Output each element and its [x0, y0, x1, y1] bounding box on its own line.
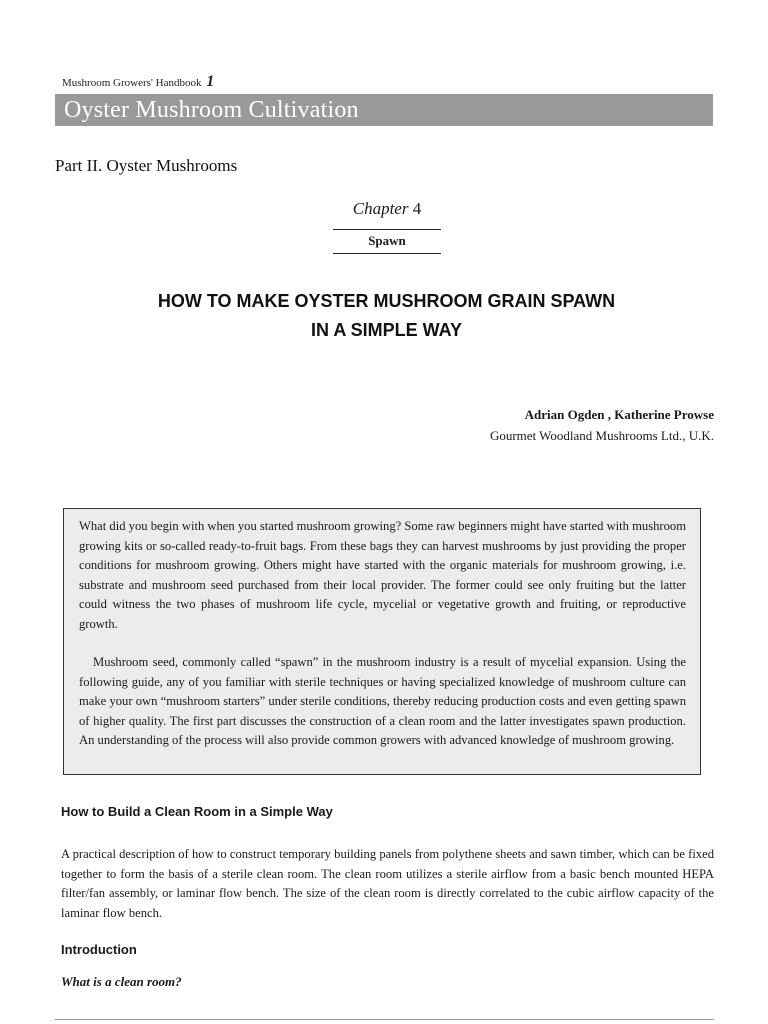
abstract-box — [63, 508, 701, 775]
article-title-line-2: IN A SIMPLE WAY — [310, 320, 463, 340]
article-title — [55, 287, 718, 345]
part-title: Part II. Oyster Mushrooms — [55, 156, 238, 175]
article-title-line-1: HOW TO MAKE OYSTER MUSHROOM GRAIN SPAWN — [157, 291, 616, 311]
authors: Adrian Ogden , Katherine Prowse — [524, 407, 714, 422]
introduction-heading: Introduction — [61, 942, 137, 957]
chapter-rule-bottom — [333, 253, 441, 254]
section-heading: How to Build a Clean Room in a Simple Way — [61, 804, 333, 819]
chapter-heading — [333, 199, 441, 219]
affiliation: Gourmet Woodland Mushrooms Ltd., U.K. — [489, 428, 714, 443]
handbook-number: 1 — [206, 73, 215, 90]
section-paragraph: A practical description of how to construct temporary building panels from polythene sheets and sawn timber, which can be fixed together to form the basis of a sterile clean room. The clean room utilizes a sterile airflow from a basic bench mounted HEPA filter/fan assembly, or laminar flow bench. The size of the clean room is directly correlated to the cubic airflow capacity of the laminar flow bench. — [61, 847, 714, 920]
bottom-divider — [55, 1019, 714, 1020]
chapter-number: 4 — [412, 199, 422, 218]
handbook-label — [62, 73, 214, 91]
chapter-topic: Spawn — [368, 233, 406, 248]
abstract-paragraph-2: Mushroom seed, commonly called “spawn” in the mushroom industry is a result of mycelial expansion. Using the following guide, any of you familiar with sterile techniques or having specialized knowledge of mushroom culture can make your own “mushroom starters” under sterile conditions, thereby reducing production costs and even getting spawn of higher quality. The first part discusses the construction of a clean room and the latter investigates spawn production. An understanding of the process will also provide common growers with advanced knowledge of mushroom growing. — [79, 655, 686, 747]
title-banner — [55, 94, 713, 126]
handbook-title: Mushroom Growers' Handbook — [62, 77, 202, 89]
abstract-paragraph-1: What did you begin with when you started mushroom growing? Some raw beginners might have started with mushroom growing kits or so-called ready-to-fruit bags. From these bags they can harvest mushrooms by just providing the proper conditions for mushroom growing. Others might have started with the organic materials for mushroom growing, i.e. substrate and mushroom seed purchased from their local provider. The former could see only fruiting but the latter could witness the two phases of mushroom life cycle, mycelial or vegetative growth and fruiting, or reproductive growth. — [79, 519, 686, 631]
clean-room-question: What is a clean room? — [61, 974, 182, 989]
chapter-rule-top — [333, 229, 441, 230]
chapter-word: Chapter — [352, 199, 409, 218]
banner-title: Oyster Mushroom Cultivation — [64, 97, 359, 123]
